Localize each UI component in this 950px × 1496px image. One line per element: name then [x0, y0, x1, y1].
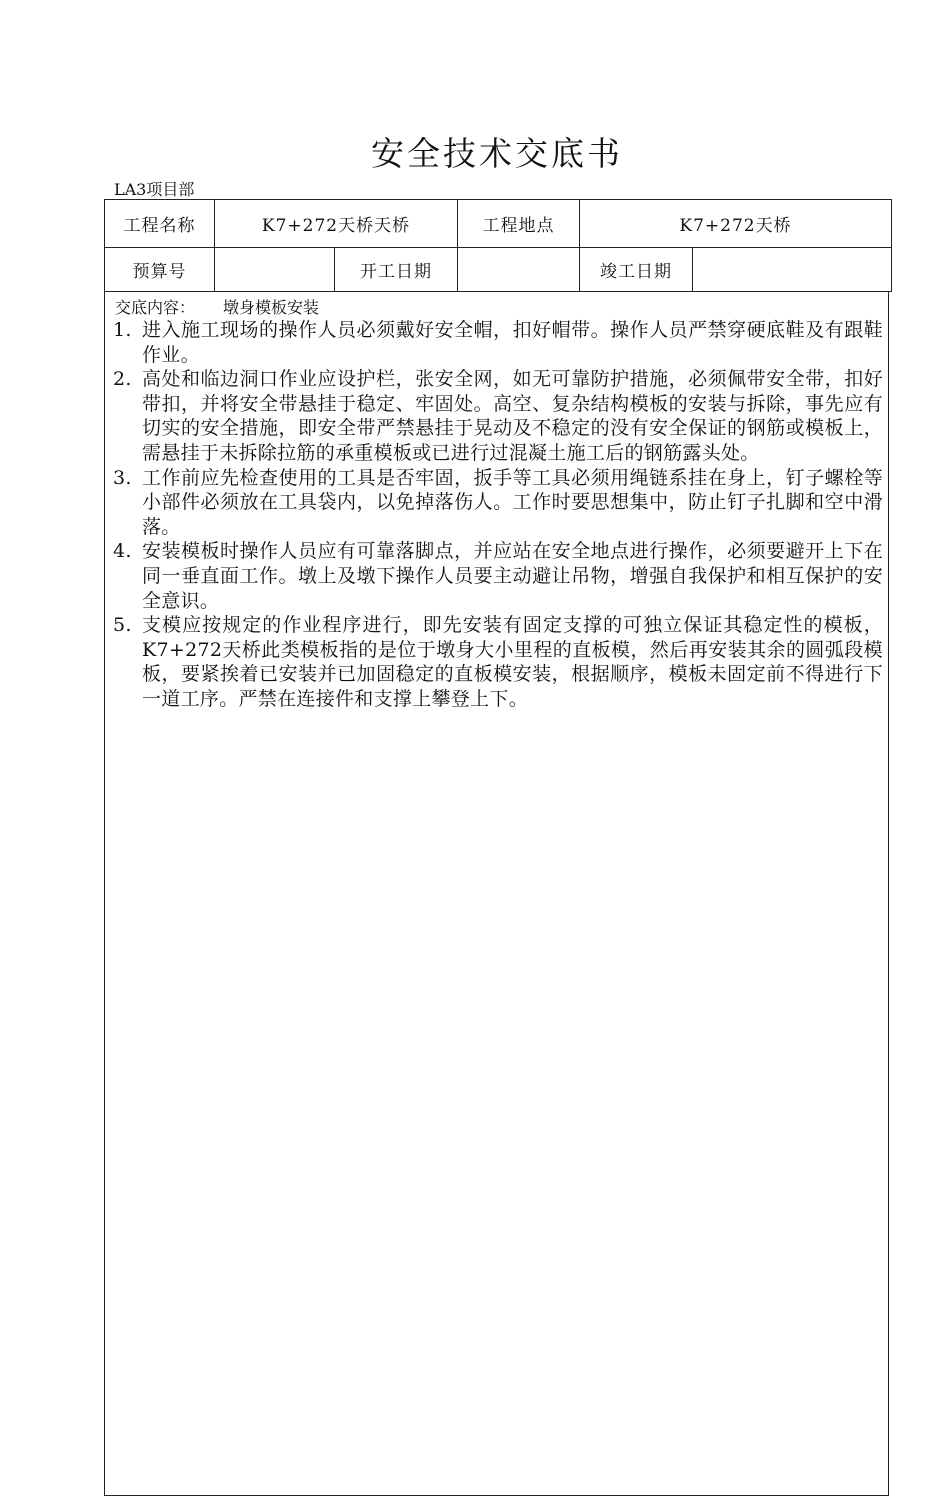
- budget-no-value: [215, 248, 335, 292]
- info-row-2: [105, 248, 892, 292]
- project-name-label: 工程名称: [105, 200, 215, 248]
- item-text: 安装模板时操作人员应有可靠落脚点，并应站在安全地点进行操作，必须要避开上下在同一垂直面工作。墩上及墩下操作人员要主动避让吊物，增强自我保护和相互保护的安全意识。: [142, 540, 883, 612]
- item-text: 支模应按规定的作业程序进行，即先安装有固定支撑的可独立保证其稳定性的模板，K7+272天桥此类模板指的是位于墩身大小里程的直板模，然后再安装其余的圆弧段模板，要紧挨着已安装并已加固稳定的直板模安装，根据顺序，模板未固定前不得进行下一道工序。严禁在连接件和支撑上攀登上下。: [142, 614, 883, 710]
- item-text: 工作前应先检查使用的工具是否牢固，扳手等工具必须用绳链系挂在身上，钉子螺栓等小部件必须放在工具袋内，以免掉落伤人。工作时要思想集中，防止钉子扎脚和空中滑落。: [142, 466, 883, 538]
- list-item: [113, 613, 883, 711]
- project-info-table: [104, 199, 892, 292]
- item-text: 进入施工现场的操作人员必须戴好安全帽，扣好帽带。操作人员严禁穿硬底鞋及有跟鞋作业。: [142, 319, 883, 366]
- info-row-1: [105, 200, 892, 248]
- content-header: [115, 295, 319, 318]
- item-number: 2.: [113, 368, 132, 391]
- end-date-label: 竣工日期: [580, 248, 693, 292]
- content-box: [104, 292, 889, 1496]
- item-number: 3.: [113, 466, 132, 489]
- location-label: 工程地点: [458, 200, 580, 248]
- item-number: 1.: [113, 319, 132, 341]
- item-text: 高处和临边洞口作业应设护栏，张安全网，如无可靠防护措施，必须佩带安全带，扣好带扣，并将安全带悬挂于稳定、牢固处。高空、复杂结构模板的安装与拆除，事先应有切实的安全措施，即安全带严禁悬挂于晃动及不稳定的没有安全保证的钢筋或模板上，需悬挂于未拆除拉筋的承重模板或已进行过混凝土施工后的钢筋露头处。: [142, 368, 883, 464]
- content-topic: 墩身模板安装: [223, 298, 320, 317]
- start-date-label: 开工日期: [335, 248, 458, 292]
- department-label: LA3项目部: [114, 180, 195, 199]
- item-number: 4.: [113, 540, 132, 563]
- list-item: [113, 367, 883, 465]
- item-number: 5.: [113, 614, 132, 637]
- end-date-value: [693, 248, 892, 292]
- list-item: [113, 466, 883, 540]
- budget-no-label: 预算号: [105, 248, 215, 292]
- location-value: K7+272天桥: [580, 200, 892, 248]
- list-item: [113, 539, 883, 613]
- document-title: 安全技术交底书: [371, 134, 623, 173]
- list-item: [113, 318, 883, 367]
- safety-items-list: [113, 318, 883, 712]
- project-name-value: K7+272天桥天桥: [215, 200, 458, 248]
- start-date-value: [458, 248, 580, 292]
- content-label: 交底内容：: [115, 298, 196, 317]
